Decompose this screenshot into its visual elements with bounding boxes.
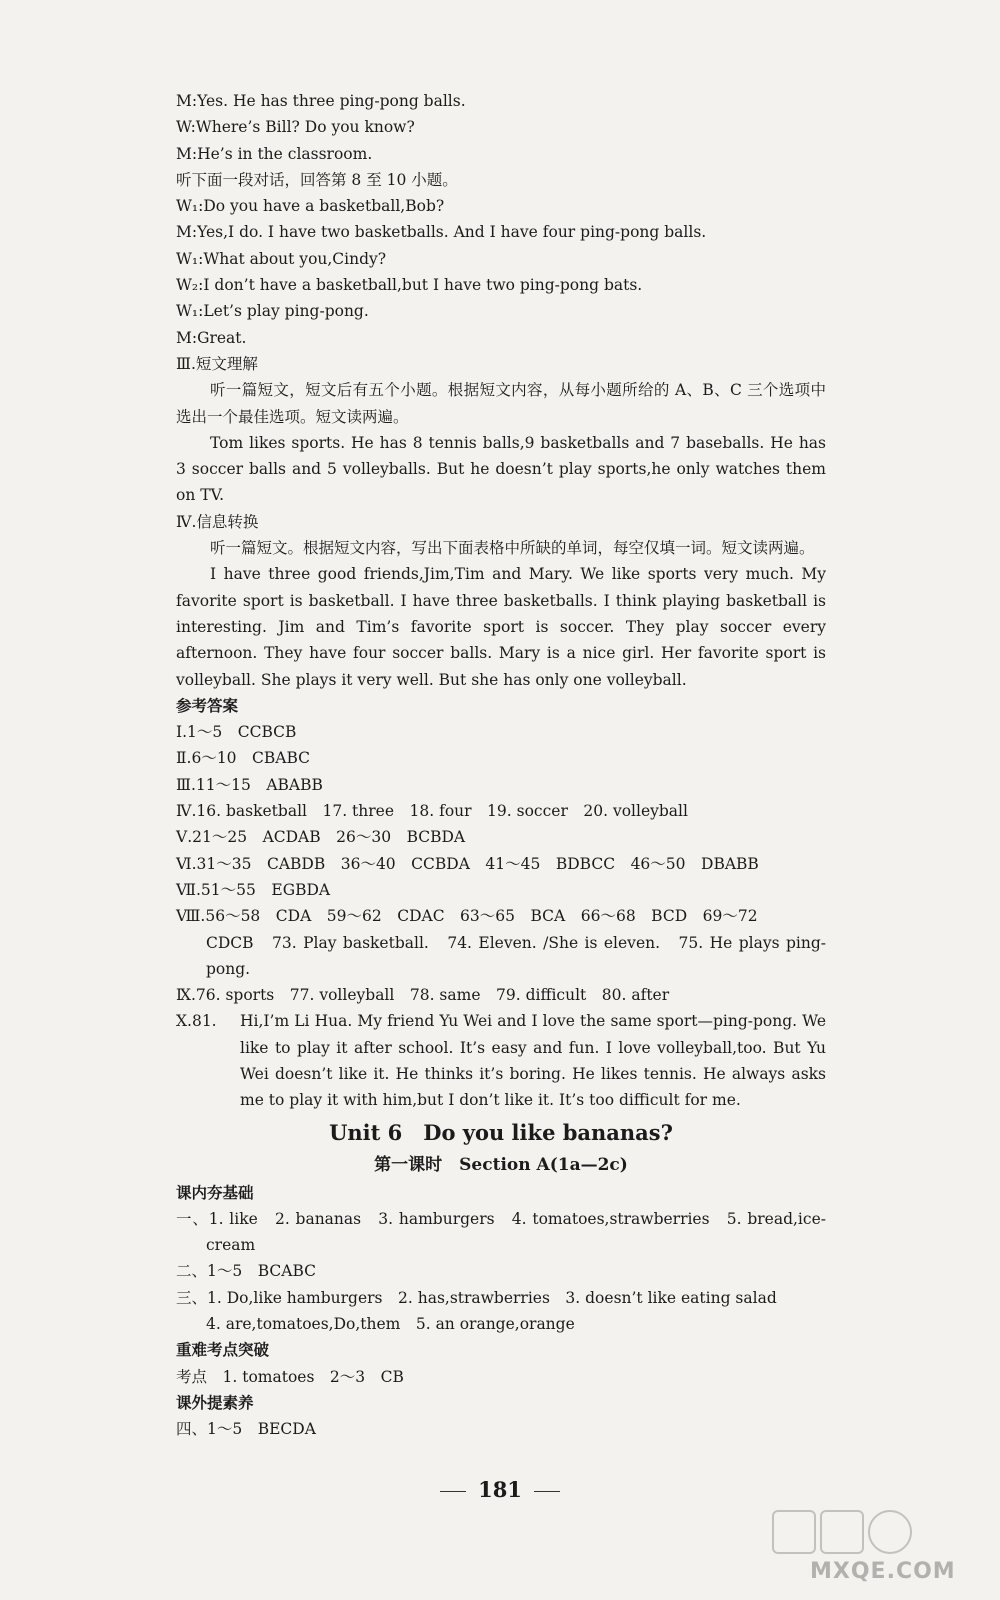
part4-passage: I have three good friends,Jim,Tim and Mary. We like sports very much. My favorite sport is basketball. I have three basketballs. I think playing basketball is interesting. Jim and Tim’s favorite sport is soccer. They play soccer every afternoon. They have four soccer balls. Mary is a nice girl. Her favorite sport is volleyball. She plays it very well. But she has only one volleyball. — [176, 565, 826, 689]
answer-line: Ⅱ.6～10 CBABC — [176, 749, 311, 768]
dialogue-line: W₁:Let’s play ping-pong. — [176, 302, 369, 321]
extra-heading: 课外提素养 — [176, 1392, 254, 1412]
footer-dash — [440, 1491, 466, 1492]
key-heading: 重难考点突破 — [176, 1340, 270, 1360]
dialogue-line: W₂:I don’t have a basketball,but I have two ping-pong bats. — [176, 276, 643, 295]
watermark-url: MXQE.COM — [810, 1559, 956, 1584]
basics-line: 一、1. like 2. bananas 3. hamburgers 4. tomatoes,strawberries 5. bread,ice-cream — [176, 1209, 826, 1255]
answer-line: Ⅳ.16. basketball 17. three 18. four 19. soccer 20. volleyball — [176, 802, 688, 821]
key-line: 考点 1. tomatoes 2～3 CB — [176, 1367, 404, 1386]
part3-passage: Tom likes sports. He has 8 tennis balls,9 basketballs and 7 baseballs. He has 3 soccer balls and 5 volleyballs. But he doesn’t play sports,he only watches them on TV. — [176, 433, 826, 505]
answer-line: Ⅰ.1～5 CCBCB — [176, 723, 297, 742]
dialogue-line: M:Great. — [176, 328, 247, 347]
answer-line: Ⅸ.76. sports 77. volleyball 78. same 79. difficult 80. after — [176, 986, 670, 1005]
part3-heading: Ⅲ.短文理解 — [176, 354, 258, 373]
footer-dash — [534, 1491, 560, 1492]
basics-heading: 课内夯基础 — [176, 1182, 254, 1202]
watermark-mark-icon — [868, 1510, 912, 1554]
answer-line: Ⅶ.51～55 EGBDA — [176, 880, 331, 899]
answer-line: Ⅵ.31～35 CABDB 36～40 CCBDA 41～45 BDBCC 46～50 DBABB — [176, 854, 759, 873]
section-heading: 听下面一段对话，回答第 8 至 10 小题。 — [176, 170, 458, 189]
part3-instruction: 听一篇短文，短文后有五个小题。根据短文内容，从每小题所给的 A、B、C 三个选项中选出一个最佳选项。短文读两遍。 — [176, 381, 826, 426]
writing-text: Hi,I’m Li Hua. My friend Yu Wei and I love the same sport—ping-pong. We like to play it after school. It’s easy and fun. I love volleyball,too. But Yu Wei doesn’t like it. He thinks it’s boring. He likes tennis. He always asks me to play it with him,but I don’t like it. It’s too difficult for me. — [240, 1012, 826, 1110]
page-number: 181 — [478, 1477, 522, 1502]
watermark-logo — [772, 1510, 972, 1588]
dialogue-line: W₁:Do you have a basketball,Bob? — [176, 197, 445, 216]
basics-line: 三、1. Do,like hamburgers 2. has,strawberries 3. doesn’t like eating salad — [176, 1288, 777, 1307]
answers-heading: 参考答案 — [176, 695, 239, 715]
unit-title: Unit 6 Do you like bananas? — [329, 1119, 673, 1145]
watermark-mark-icon — [772, 1510, 816, 1554]
writing-answer — [176, 1008, 826, 1113]
basics-line: 二、1～5 BCABC — [176, 1262, 316, 1281]
writing-label: Ⅹ.81. — [176, 1012, 217, 1031]
dialogue-line: M:Yes,I do. I have two basketballs. And I have four ping-pong balls. — [176, 223, 707, 242]
answer-line: CDCB 73. Play basketball. 74. Eleven. /She is eleven. 75. He plays ping-pong. — [206, 933, 826, 978]
answer-line: Ⅲ.11～15 ABABB — [176, 775, 323, 794]
dialogue-line: M:Yes. He has three ping-pong balls. — [176, 92, 466, 110]
answer-line: Ⅷ.56～58 CDA 59～62 CDAC 63～65 BCA 66～68 BCD 69～72 — [176, 907, 758, 926]
part4-heading: Ⅳ.信息转换 — [176, 512, 259, 531]
part4-instruction: 听一篇短文。根据短文内容，写出下面表格中所缺的单词，每空仅填一词。短文读两遍。 — [210, 539, 815, 558]
dialogue-line: M:He’s in the classroom. — [176, 144, 373, 163]
dialogue-line: W₁:What about you,Cindy? — [176, 249, 387, 268]
dialogue-line: W:Where’s Bill? Do you know? — [176, 118, 415, 137]
basics-line: 4. are,tomatoes,Do,them 5. an orange,orange — [206, 1315, 575, 1334]
watermark-mark-icon — [820, 1510, 864, 1554]
extra-line: 四、1～5 BECDA — [176, 1420, 316, 1439]
lesson-subtitle: 第一课时 Section A(1a—2c) — [374, 1154, 628, 1175]
answer-page — [176, 88, 826, 1443]
page-footer — [0, 1477, 1000, 1502]
answer-line: Ⅴ.21～25 ACDAB 26～30 BCBDA — [176, 828, 466, 847]
